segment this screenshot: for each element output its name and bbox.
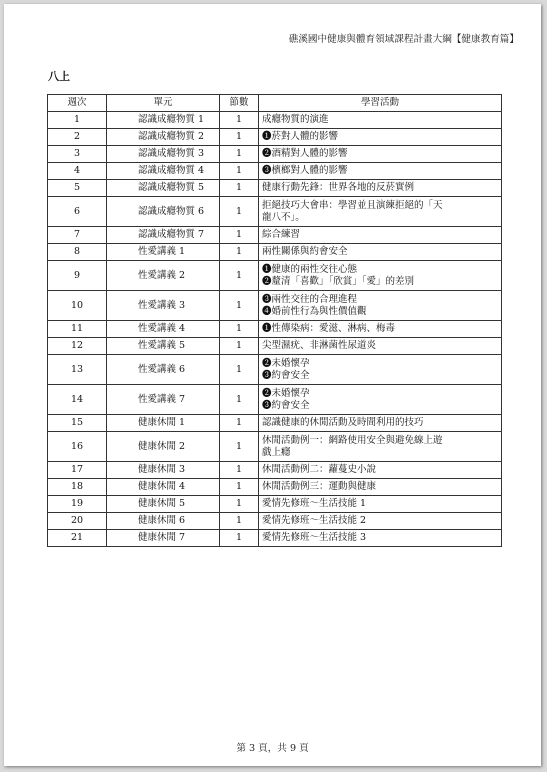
column-header-week: 週次 <box>48 95 107 112</box>
table-row <box>48 261 502 291</box>
document-header-title: 礁溪國中健康與體育領域課程計畫大綱【健康教育篇】 <box>288 34 519 45</box>
activity-line: ❸約會安全 <box>262 399 310 411</box>
table-row <box>48 385 502 415</box>
activities-cell <box>259 321 502 338</box>
unit-label: 健康休閒 6 <box>138 515 186 526</box>
unit-label: 認識成癮物質 2 <box>138 131 205 142</box>
sessions-cell: 1 <box>220 227 259 244</box>
unit-label: 性愛講義 7 <box>138 393 186 405</box>
unit-cell <box>107 146 220 163</box>
unit-label: 性愛講義 2 <box>138 269 186 281</box>
table-row <box>48 530 502 547</box>
sessions-cell: 1 <box>220 385 259 415</box>
column-header-sessions: 節數 <box>220 95 259 112</box>
unit-cell <box>107 530 220 547</box>
activity-line: 健康行動先鋒：世界各地的反菸實例 <box>262 182 415 193</box>
sessions-cell: 1 <box>220 291 259 321</box>
sessions-cell: 1 <box>220 146 259 163</box>
unit-label: 性愛講義 4 <box>138 323 186 334</box>
activities-cell <box>259 197 502 227</box>
week-cell: 8 <box>48 244 107 261</box>
activities-cell <box>259 244 502 261</box>
activities-cell <box>259 146 502 163</box>
unit-cell <box>107 479 220 496</box>
unit-cell <box>107 291 220 321</box>
week-cell: 14 <box>48 385 107 415</box>
unit-label: 性愛講義 1 <box>138 246 186 257</box>
unit-label: 健康休閒 4 <box>138 481 186 492</box>
sessions-cell: 1 <box>220 197 259 227</box>
sessions-cell: 1 <box>220 261 259 291</box>
unit-label: 認識成癮物質 7 <box>138 229 205 240</box>
table-row <box>48 163 502 180</box>
activity-line: 休閒活動例二：蘿蔓史小說 <box>262 464 377 475</box>
week-cell: 1 <box>48 112 107 129</box>
table-row <box>48 227 502 244</box>
week-cell: 19 <box>48 496 107 513</box>
table-row <box>48 415 502 432</box>
unit-cell <box>107 385 220 415</box>
unit-cell <box>107 513 220 530</box>
unit-cell <box>107 462 220 479</box>
table-row <box>48 180 502 197</box>
activity-line: 戲上癮 <box>262 446 291 458</box>
week-cell: 21 <box>48 530 107 547</box>
sessions-cell: 1 <box>220 112 259 129</box>
activities-cell <box>259 338 502 355</box>
unit-label: 認識成癮物質 6 <box>138 205 205 217</box>
unit-cell <box>107 112 220 129</box>
week-cell: 7 <box>48 227 107 244</box>
activity-line: 尖型濕疣、非淋菌性尿道炎 <box>262 340 377 351</box>
unit-label: 認識成癮物質 1 <box>138 114 205 125</box>
sessions-cell: 1 <box>220 496 259 513</box>
activity-line: 愛情先修班～生活技能 3 <box>262 532 367 543</box>
activities-cell <box>259 261 502 291</box>
sessions-cell: 1 <box>220 415 259 432</box>
unit-label: 性愛講義 6 <box>138 363 186 375</box>
unit-cell <box>107 244 220 261</box>
week-cell: 5 <box>48 180 107 197</box>
table-body <box>48 112 502 547</box>
sessions-cell: 1 <box>220 338 259 355</box>
unit-label: 健康休閒 5 <box>138 498 186 509</box>
unit-cell <box>107 163 220 180</box>
activities-cell <box>259 129 502 146</box>
table-row <box>48 146 502 163</box>
activity-line: 認識健康的休閒活動及時間利用的技巧 <box>262 417 424 428</box>
unit-label: 認識成癮物質 5 <box>138 182 205 193</box>
activity-line: ❶性傳染病：愛滋、淋病、梅毒 <box>262 323 396 334</box>
activity-line: 成癮物質的演進 <box>262 114 329 125</box>
sessions-cell: 1 <box>220 530 259 547</box>
sessions-cell: 1 <box>220 432 259 462</box>
activity-line: ❷釐清「喜歡」「欣賞」「愛」的差別 <box>262 275 415 287</box>
table-row <box>48 462 502 479</box>
sessions-cell: 1 <box>220 513 259 530</box>
activities-cell <box>259 479 502 496</box>
unit-cell <box>107 129 220 146</box>
table-row <box>48 479 502 496</box>
unit-cell <box>107 415 220 432</box>
sessions-cell: 1 <box>220 163 259 180</box>
week-cell: 17 <box>48 462 107 479</box>
unit-label: 性愛講義 3 <box>138 299 186 311</box>
unit-label: 性愛講義 5 <box>138 340 186 351</box>
week-cell: 4 <box>48 163 107 180</box>
activity-line: ❸約會安全 <box>262 369 310 381</box>
table-row <box>48 432 502 462</box>
unit-label: 健康休閒 1 <box>138 417 186 428</box>
sessions-cell: 1 <box>220 479 259 496</box>
column-header-unit: 單元 <box>107 95 220 112</box>
unit-cell <box>107 321 220 338</box>
table-row <box>48 291 502 321</box>
unit-label: 健康休閒 3 <box>138 464 186 475</box>
table-row <box>48 321 502 338</box>
activity-line: ❹婚前性行為與性價值觀 <box>262 305 367 317</box>
week-cell: 15 <box>48 415 107 432</box>
activity-line: 綜合練習 <box>262 229 301 240</box>
activity-line: 愛情先修班～生活技能 1 <box>262 498 367 509</box>
week-cell: 12 <box>48 338 107 355</box>
page-number-footer: 第 3 頁，共 9 頁 <box>236 743 309 754</box>
activities-cell <box>259 227 502 244</box>
table-row <box>48 338 502 355</box>
unit-cell <box>107 261 220 291</box>
activities-cell <box>259 462 502 479</box>
unit-cell <box>107 338 220 355</box>
week-cell: 11 <box>48 321 107 338</box>
unit-cell <box>107 197 220 227</box>
table-row <box>48 513 502 530</box>
activities-cell <box>259 496 502 513</box>
unit-cell <box>107 432 220 462</box>
activity-line: 兩性關係與約會安全 <box>262 246 348 257</box>
week-cell: 3 <box>48 146 107 163</box>
sessions-cell: 1 <box>220 355 259 385</box>
activity-line: ❷未婚懷孕 <box>262 387 310 399</box>
table-row <box>48 496 502 513</box>
activity-line: ❷酒精對人體的影響 <box>262 148 348 159</box>
activity-line: 愛情先修班～生活技能 2 <box>262 515 367 526</box>
table-row <box>48 244 502 261</box>
activities-cell <box>259 432 502 462</box>
week-cell: 18 <box>48 479 107 496</box>
unit-label: 健康休閒 2 <box>138 440 186 452</box>
sessions-cell: 1 <box>220 180 259 197</box>
activity-line: ❶菸對人體的影響 <box>262 131 339 142</box>
curriculum-schedule-table <box>47 94 502 547</box>
activities-cell <box>259 163 502 180</box>
week-cell: 2 <box>48 129 107 146</box>
activity-line: 拒絕技巧大會串：學習並且演練拒絕的「天 <box>262 199 443 211</box>
activities-cell <box>259 385 502 415</box>
activity-line: ❷未婚懷孕 <box>262 357 310 369</box>
table-row <box>48 112 502 129</box>
activities-cell <box>259 513 502 530</box>
week-cell: 20 <box>48 513 107 530</box>
unit-cell <box>107 496 220 513</box>
activity-line: 休閒活動例三：運動與健康 <box>262 481 377 492</box>
activities-cell <box>259 355 502 385</box>
table-row <box>48 129 502 146</box>
activities-cell <box>259 180 502 197</box>
activity-line: ❸兩性交往的合理進程 <box>262 293 358 305</box>
week-cell: 6 <box>48 197 107 227</box>
activities-cell <box>259 530 502 547</box>
section-label: 八上 <box>48 70 70 83</box>
unit-label: 認識成癮物質 4 <box>138 165 205 176</box>
sessions-cell: 1 <box>220 321 259 338</box>
column-header-activities: 學習活動 <box>259 95 502 112</box>
sessions-cell: 1 <box>220 129 259 146</box>
activities-cell <box>259 112 502 129</box>
sessions-cell: 1 <box>220 462 259 479</box>
table-row <box>48 355 502 385</box>
activity-line: 休閒活動例一：網路使用安全與避免線上遊 <box>262 434 443 446</box>
sessions-cell: 1 <box>220 244 259 261</box>
week-cell: 16 <box>48 432 107 462</box>
unit-cell <box>107 355 220 385</box>
activity-line: 龍八不」。 <box>262 211 305 223</box>
week-cell: 10 <box>48 291 107 321</box>
activity-line: ❶健康的兩性交往心態 <box>262 263 358 275</box>
document-page <box>4 4 541 766</box>
unit-label: 認識成癮物質 3 <box>138 148 205 159</box>
activity-line: ❸檳榔對人體的影響 <box>262 165 348 176</box>
activities-cell <box>259 415 502 432</box>
unit-cell <box>107 227 220 244</box>
week-cell: 9 <box>48 261 107 291</box>
table-row <box>48 197 502 227</box>
activities-cell <box>259 291 502 321</box>
unit-label: 健康休閒 7 <box>138 532 186 543</box>
week-cell: 13 <box>48 355 107 385</box>
unit-cell <box>107 180 220 197</box>
table-header-row <box>48 95 502 112</box>
